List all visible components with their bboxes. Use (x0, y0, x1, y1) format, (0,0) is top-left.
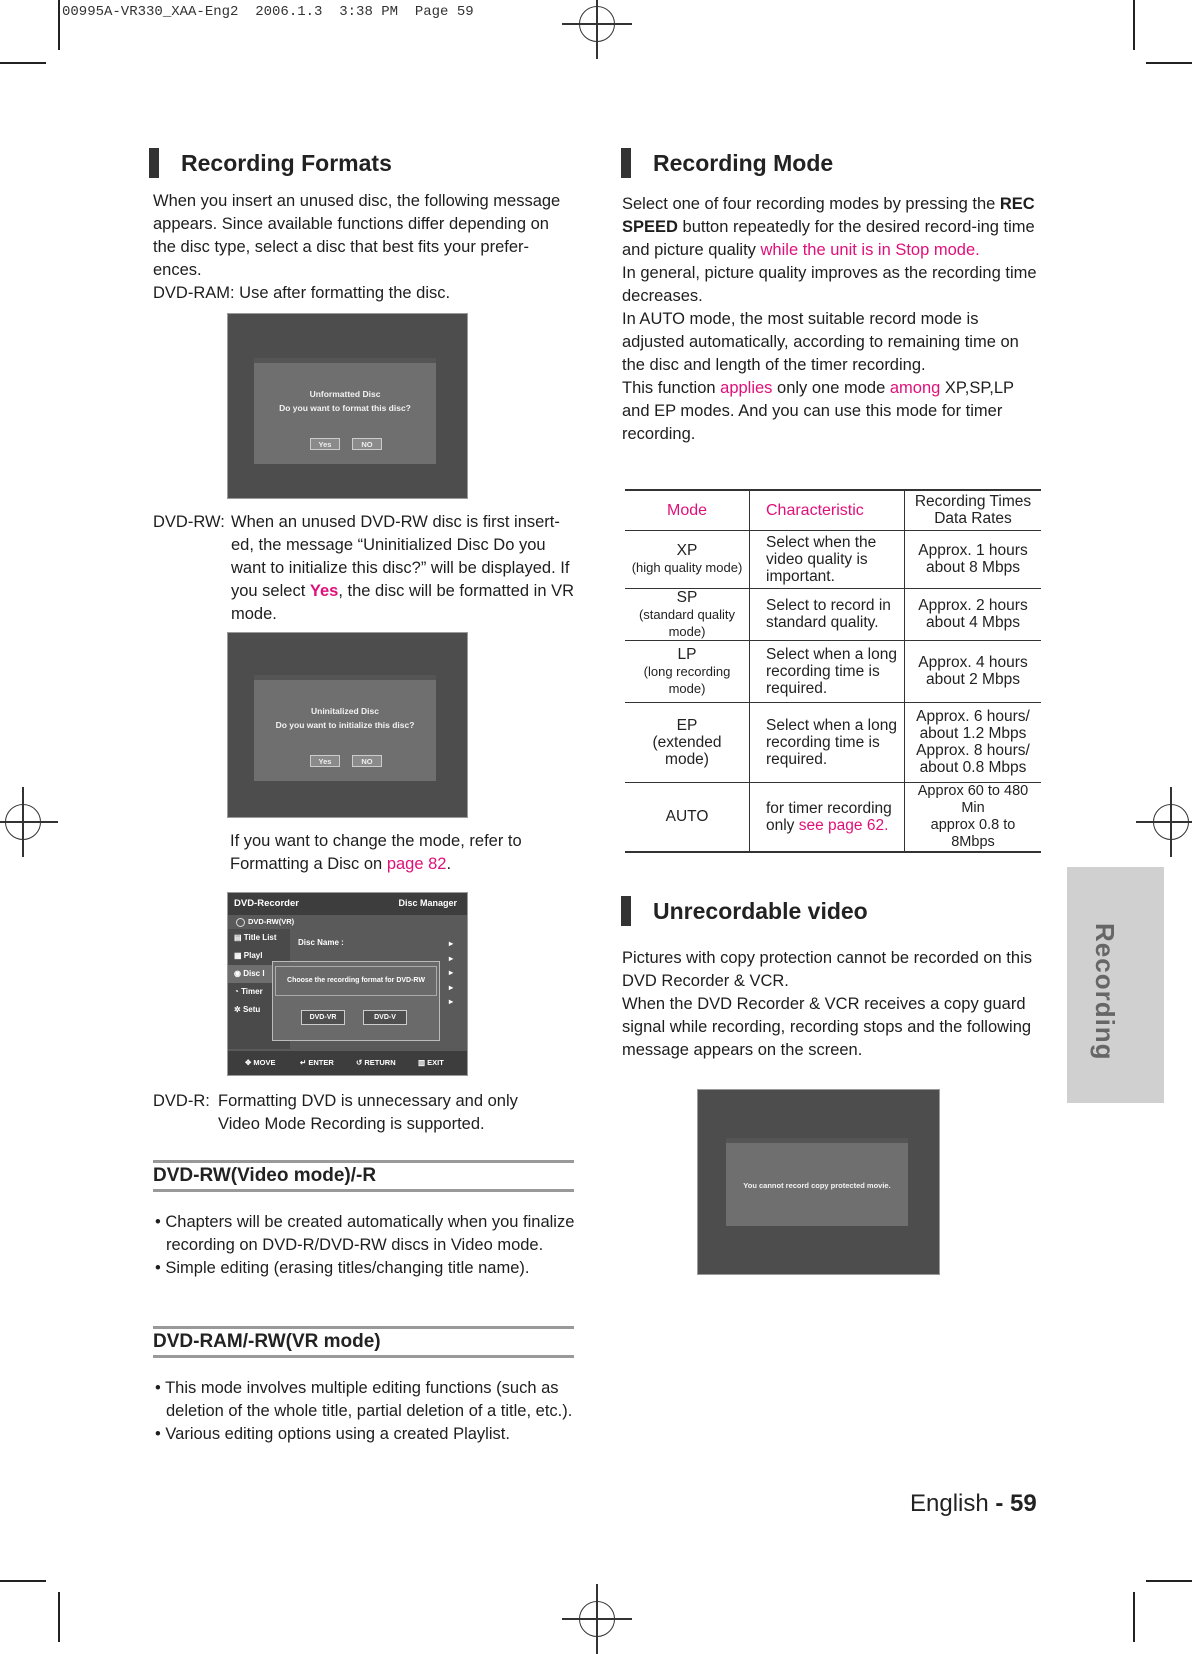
header-mode: Mode (625, 490, 750, 530)
crop-mark (0, 1580, 46, 1582)
list-item: • Simple editing (erasing titles/changing title name). (155, 1259, 530, 1277)
menu-disc-manager[interactable]: ◉ Disc I (234, 969, 265, 978)
unrecordable-video-title: Unrecordable video (621, 896, 868, 926)
cell-characteristic: Select when the video quality is important. (750, 530, 905, 588)
dialog-question: Do you want to initialize this disc? (275, 720, 415, 730)
cell-mode: AUTO (625, 782, 750, 852)
cell-mode: XP (high quality mode) (625, 530, 750, 588)
menu-setup[interactable]: ✲ Setu (234, 1005, 261, 1014)
table-row (625, 588, 1041, 640)
menu-playlist[interactable]: ▦ Playl (234, 951, 263, 960)
dm-format-dialog (272, 961, 440, 1041)
copy-protected-screen (697, 1089, 940, 1275)
page-82-link[interactable]: page 82 (386, 855, 447, 873)
registration-mark (1153, 804, 1189, 840)
footer-language: English (910, 1490, 989, 1517)
copy-protect-message: You cannot record copy protected movie. (743, 1181, 891, 1190)
registration-mark (579, 1601, 615, 1637)
nav-enter: ↵ ENTER (300, 1058, 334, 1067)
no-button[interactable]: NO (352, 755, 382, 767)
cell-mode: EP (extended mode) (625, 702, 750, 782)
dvd-v-button[interactable]: DVD-V (363, 1010, 407, 1025)
registration-mark (579, 6, 615, 42)
yes-button[interactable]: Yes (310, 438, 340, 450)
disc-manager-screen (227, 892, 468, 1076)
table-row (625, 702, 1041, 782)
dialog-title: Uninitalized Disc (310, 706, 379, 716)
list-item: • Chapters will be created automatically when you finalize recording on DVD-R/DVD-RW discs in Video mode. (155, 1213, 575, 1254)
dialog-question: Do you want to format this disc? (279, 403, 411, 413)
crop-mark (1133, 0, 1135, 50)
recording-mode-text: Select one of four recording modes by pressing the REC SPEED button repeatedly for the desired record-ing time and picture quality while the unit is in Stop mode. In general, picture quality improves as the recording time decreases. In AUTO mode, the most suitable record mode is adjusted automatically, according to remaining time on the disc and length of the timer recording. This function applies only one mode among XP,SP,LP and EP modes. And you can use this mode for timer recording. (622, 195, 1037, 443)
recording-modes-table (625, 489, 1041, 853)
uninitialized-disc-screen (227, 632, 468, 818)
crop-mark (1146, 1580, 1192, 1582)
dm-title-left: DVD-Recorder (234, 898, 299, 909)
cell-times: Approx. 2 hours about 4 Mbps (905, 588, 1042, 640)
unrecordable-video-text: Pictures with copy protection cannot be recorded on this DVD Recorder & VCR. When the DVD Recorder & VCR receives a copy guard signal while recording, recording stops and the following message appears on the screen. (622, 949, 1032, 1059)
cell-characteristic: Select to record in standard quality. (750, 588, 905, 640)
crop-mark (1133, 1592, 1135, 1642)
dm-disc-type: DVD-RW(VR) (236, 917, 294, 927)
copy-protect-dialog (726, 1138, 908, 1226)
page-footer: English - 59 (910, 1490, 1037, 1517)
dm-arrows: ▸ ▸ ▸ ▸ ▸ (448, 939, 453, 1006)
dm-title-bar (228, 893, 467, 915)
dvd-r-label: DVD-R: (153, 1092, 210, 1110)
dvd-rw-text: When an unused DVD-RW disc is first insert-ed, the message “Uninitialized Disc Do you want to initialize this disc?” will be displayed. If you select Yes, the disc will be formatted in VR mode. (231, 513, 575, 623)
recording-side-tab: Recording (1067, 867, 1164, 1103)
header-characteristic: Characteristic (750, 490, 905, 530)
initialize-dialog (254, 675, 436, 781)
nav-exit: ▥ EXIT (418, 1058, 444, 1067)
nav-return: ↺ RETURN (356, 1058, 396, 1067)
table-header-row (625, 490, 1041, 530)
page-62-link[interactable]: see page 62. (798, 816, 889, 834)
dialog-title: Unformatted Disc (309, 389, 381, 399)
vr-mode-subtitle: DVD-RAM/-RW(VR mode) (153, 1326, 574, 1358)
cell-times: Approx 60 to 480 Min approx 0.8 to 8Mbps (905, 782, 1042, 852)
cell-mode: LP (long recording mode) (625, 640, 750, 702)
menu-title-list[interactable]: ▤ Title List (234, 933, 277, 942)
recording-formats-intro: When you insert an unused disc, the following message appears. Since available functions differ depending on the disc type, select a disc that best fits your prefer-ences. DVD-RAM: Use after formatting the disc. (153, 192, 561, 302)
crop-mark (1146, 62, 1192, 64)
cell-times: Approx. 6 hours/ about 1.2 Mbps Approx. 8 hours/ about 0.8 Mbps (905, 702, 1042, 782)
crop-mark (0, 62, 46, 64)
crop-mark (58, 1592, 60, 1642)
table-row (625, 640, 1041, 702)
format-dialog (254, 358, 436, 464)
video-mode-bullets (155, 1211, 575, 1280)
disc-icon (236, 918, 245, 927)
recording-mode-title: Recording Mode (621, 148, 833, 178)
table-row (625, 782, 1041, 852)
table-row (625, 530, 1041, 588)
yes-button[interactable]: Yes (310, 755, 340, 767)
list-item: • Various editing options using a created Playlist. (155, 1425, 510, 1443)
dvd-vr-button[interactable]: DVD-VR (301, 1010, 345, 1025)
cell-times: Approx. 4 hours about 2 Mbps (905, 640, 1042, 702)
cell-times: Approx. 1 hours about 8 Mbps (905, 530, 1042, 588)
cell-characteristic: for timer recording only see page 62. (750, 782, 905, 852)
cell-characteristic: Select when a long recording time is required. (750, 640, 905, 702)
nav-move: ✥ MOVE (245, 1058, 276, 1067)
crop-mark (58, 0, 60, 50)
menu-timer[interactable]: ◔ Timer (234, 987, 263, 996)
cell-characteristic: Select when a long recording time is required. (750, 702, 905, 782)
dm-nav-bar (228, 1051, 467, 1075)
change-mode-text: If you want to change the mode, refer to Formatting a Disc on page 82. (230, 832, 522, 873)
print-header: 00995A-VR330_XAA-Eng2 2006.1.3 3:38 PM Page 59 (62, 4, 474, 20)
registration-mark (5, 804, 41, 840)
video-mode-subtitle: DVD-RW(Video mode)/-R (153, 1160, 574, 1192)
unformatted-disc-screen (227, 313, 468, 499)
list-item: • This mode involves multiple editing functions (such as deletion of the whole title, partial deletion of a title, etc.). (155, 1379, 573, 1420)
dm-disc-name: Disc Name : (298, 938, 344, 947)
dm-prompt: Choose the recording format for DVD-RW (275, 966, 437, 996)
dvd-rw-label: DVD-RW: (153, 513, 225, 531)
vr-mode-bullets (155, 1377, 575, 1446)
recording-formats-title: Recording Formats (149, 148, 392, 178)
dm-title-right: Disc Manager (398, 898, 457, 908)
no-button[interactable]: NO (352, 438, 382, 450)
header-times: Recording Times Data Rates (905, 490, 1042, 530)
page-number: 59 (1010, 1490, 1037, 1517)
dvd-r-text: Formatting DVD is unnecessary and only Video Mode Recording is supported. (218, 1092, 518, 1133)
cell-mode: SP (standard quality mode) (625, 588, 750, 640)
